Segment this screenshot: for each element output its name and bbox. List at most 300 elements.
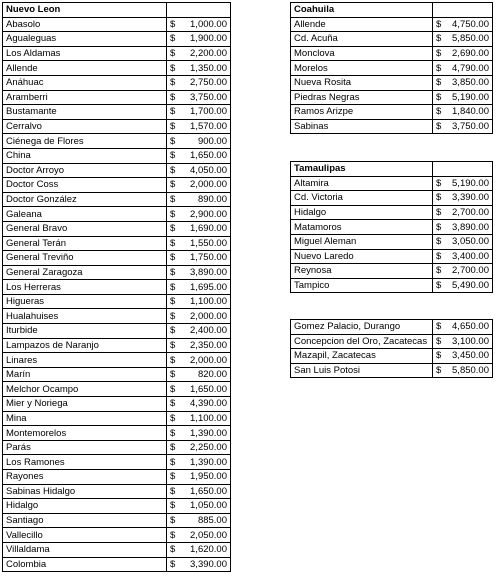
city-name: San Luis Potosi — [291, 363, 433, 378]
currency-symbol: $ — [170, 33, 176, 45]
city-name: Higueras — [3, 294, 167, 309]
price-value: 3,050.00 — [452, 236, 489, 248]
table-row — [291, 90, 493, 105]
city-name: Matamoros — [291, 220, 433, 235]
price-value: 5,190.00 — [452, 177, 489, 189]
currency-symbol: $ — [436, 321, 442, 333]
table-row — [3, 148, 231, 163]
currency-symbol: $ — [170, 383, 176, 395]
price-cell — [167, 426, 231, 441]
city-name: Iturbide — [3, 324, 167, 339]
city-name: Morelos — [291, 61, 433, 76]
price-value: 1,700.00 — [190, 106, 227, 118]
price-value: 4,390.00 — [190, 398, 227, 410]
price-cell — [433, 105, 493, 120]
table-row — [3, 207, 231, 222]
price-value: 3,400.00 — [452, 250, 489, 262]
table-header-row — [291, 3, 493, 18]
price-cell — [433, 32, 493, 47]
price-value: 1,390.00 — [190, 456, 227, 468]
table-row — [291, 264, 493, 279]
price-value: 2,050.00 — [190, 529, 227, 541]
currency-symbol: $ — [170, 485, 176, 497]
price-cell — [433, 119, 493, 134]
city-name: Hidalgo — [291, 205, 433, 220]
price-cell — [167, 17, 231, 32]
currency-symbol: $ — [170, 515, 176, 527]
currency-symbol: $ — [170, 296, 176, 308]
price-cell — [167, 178, 231, 193]
table-row — [3, 236, 231, 251]
price-cell — [167, 192, 231, 207]
currency-symbol: $ — [170, 150, 176, 162]
price-value: 3,390.00 — [190, 558, 227, 570]
price-cell — [167, 513, 231, 528]
section-title: Tamaulipas — [291, 162, 433, 177]
city-name: Aramberri — [3, 90, 167, 105]
price-cell — [433, 278, 493, 293]
price-value: 3,100.00 — [452, 335, 489, 347]
price-value: 1,750.00 — [190, 252, 227, 264]
currency-symbol: $ — [436, 77, 442, 89]
price-cell — [167, 484, 231, 499]
currency-symbol: $ — [436, 250, 442, 262]
price-value: 1,050.00 — [190, 500, 227, 512]
price-cell — [167, 542, 231, 557]
currency-symbol: $ — [436, 335, 442, 347]
price-value: 3,850.00 — [452, 77, 489, 89]
currency-symbol: $ — [170, 223, 176, 235]
currency-symbol: $ — [170, 412, 176, 424]
currency-symbol: $ — [170, 398, 176, 410]
currency-symbol: $ — [436, 265, 442, 277]
city-name: Villaldama — [3, 542, 167, 557]
price-value: 5,190.00 — [452, 91, 489, 103]
currency-symbol: $ — [436, 91, 442, 103]
price-cell — [167, 499, 231, 514]
city-name: Nuevo Laredo — [291, 249, 433, 264]
table-row — [3, 367, 231, 382]
table-row — [3, 499, 231, 514]
price-value: 1,840.00 — [452, 106, 489, 118]
table-row — [3, 280, 231, 295]
city-name: Gomez Palacio, Durango — [291, 320, 433, 335]
city-name: Cd. Acuña — [291, 32, 433, 47]
price-value: 1,350.00 — [190, 62, 227, 74]
price-cell — [167, 134, 231, 149]
price-value: 1,690.00 — [190, 223, 227, 235]
price-cell — [167, 90, 231, 105]
price-value: 1,570.00 — [190, 121, 227, 133]
price-cell — [433, 176, 493, 191]
table-row — [3, 557, 231, 572]
price-cell — [433, 17, 493, 32]
currency-symbol: $ — [170, 310, 176, 322]
currency-symbol: $ — [170, 252, 176, 264]
table-row — [3, 382, 231, 397]
currency-symbol: $ — [170, 179, 176, 191]
table-row — [291, 363, 493, 378]
table-row — [291, 17, 493, 32]
price-value: 885.00 — [197, 515, 227, 527]
currency-symbol: $ — [170, 354, 176, 366]
city-name: Linares — [3, 353, 167, 368]
price-value: 2,000.00 — [190, 310, 227, 322]
header-blank-cell — [433, 162, 493, 177]
price-value: 900.00 — [197, 135, 227, 147]
table-row — [291, 278, 493, 293]
table-row — [291, 249, 493, 264]
city-name: Mina — [3, 411, 167, 426]
price-value: 3,890.00 — [452, 221, 489, 233]
price-cell — [167, 353, 231, 368]
table-row — [3, 513, 231, 528]
table-row — [3, 46, 231, 61]
currency-symbol: $ — [436, 33, 442, 45]
price-cell — [433, 75, 493, 90]
currency-symbol: $ — [436, 221, 442, 233]
price-value: 1,900.00 — [190, 33, 227, 45]
currency-symbol: $ — [170, 339, 176, 351]
nuevo-leon-table — [2, 2, 231, 572]
header-blank-cell — [433, 3, 493, 18]
price-cell — [167, 148, 231, 163]
table-row — [3, 542, 231, 557]
currency-symbol: $ — [436, 106, 442, 118]
currency-symbol: $ — [170, 266, 176, 278]
table-row — [3, 484, 231, 499]
table-row — [291, 105, 493, 120]
price-value: 4,050.00 — [190, 164, 227, 176]
table-row — [3, 221, 231, 236]
price-value: 2,750.00 — [190, 77, 227, 89]
table-row — [3, 470, 231, 485]
city-name: Melchor Ocampo — [3, 382, 167, 397]
price-cell — [167, 207, 231, 222]
tamaulipas-table — [290, 161, 493, 293]
city-name: Mier y Noriega — [3, 397, 167, 412]
table-row — [3, 353, 231, 368]
currency-symbol: $ — [170, 369, 176, 381]
price-cell — [167, 397, 231, 412]
city-name: Lampazos de Naranjo — [3, 338, 167, 353]
price-cell — [167, 309, 231, 324]
city-name: Bustamante — [3, 105, 167, 120]
price-value: 1,100.00 — [190, 412, 227, 424]
currency-symbol: $ — [170, 500, 176, 512]
currency-symbol: $ — [436, 48, 442, 60]
city-name: Sabinas — [291, 119, 433, 134]
city-name: General Terán — [3, 236, 167, 251]
table-row — [3, 32, 231, 47]
currency-symbol: $ — [170, 121, 176, 133]
table-row — [3, 324, 231, 339]
table-row — [3, 455, 231, 470]
table-row — [291, 61, 493, 76]
price-value: 2,700.00 — [452, 265, 489, 277]
table-row — [291, 320, 493, 335]
city-name: Montemorelos — [3, 426, 167, 441]
currency-symbol: $ — [170, 135, 176, 147]
price-cell — [167, 455, 231, 470]
section-title: Nuevo Leon — [3, 3, 167, 18]
price-cell — [167, 294, 231, 309]
currency-symbol: $ — [436, 280, 442, 292]
price-cell — [167, 324, 231, 339]
price-cell — [167, 557, 231, 572]
table-row — [291, 46, 493, 61]
price-cell — [433, 264, 493, 279]
price-value: 3,390.00 — [452, 192, 489, 204]
table-row — [291, 176, 493, 191]
currency-symbol: $ — [170, 558, 176, 570]
table-row — [3, 309, 231, 324]
city-name: Marín — [3, 367, 167, 382]
table-row — [291, 220, 493, 235]
price-value: 1,100.00 — [190, 296, 227, 308]
city-name: Cerralvo — [3, 119, 167, 134]
price-value: 2,000.00 — [190, 354, 227, 366]
currency-symbol: $ — [436, 177, 442, 189]
price-cell — [167, 61, 231, 76]
table-row — [3, 17, 231, 32]
table-row — [3, 426, 231, 441]
price-cell — [433, 249, 493, 264]
table-row — [3, 90, 231, 105]
currency-symbol: $ — [170, 442, 176, 454]
table-header-row — [291, 162, 493, 177]
section-title: Coahuila — [291, 3, 433, 18]
city-name: Galeana — [3, 207, 167, 222]
city-name: Allende — [291, 17, 433, 32]
city-name: Altamira — [291, 176, 433, 191]
table-row — [3, 163, 231, 178]
table-row — [3, 105, 231, 120]
city-name: Anáhuac — [3, 75, 167, 90]
city-name: Los Herreras — [3, 280, 167, 295]
table-row — [3, 178, 231, 193]
currency-symbol: $ — [436, 365, 442, 377]
currency-symbol: $ — [170, 208, 176, 220]
table-row — [3, 75, 231, 90]
price-value: 2,400.00 — [190, 325, 227, 337]
header-blank-cell — [167, 3, 231, 18]
city-name: Allende — [3, 61, 167, 76]
city-name: General Treviño — [3, 251, 167, 266]
currency-symbol: $ — [170, 194, 176, 206]
price-value: 2,250.00 — [190, 442, 227, 454]
table-row — [291, 334, 493, 349]
price-value: 2,350.00 — [190, 339, 227, 351]
currency-symbol: $ — [170, 48, 176, 60]
city-name: Concepcion del Oro, Zacatecas — [291, 334, 433, 349]
table-row — [3, 440, 231, 455]
currency-symbol: $ — [436, 207, 442, 219]
price-cell — [433, 220, 493, 235]
city-name: Tampico — [291, 278, 433, 293]
price-value: 1,695.00 — [190, 281, 227, 293]
other-cities-table — [290, 319, 493, 378]
table-row — [3, 251, 231, 266]
price-cell — [167, 251, 231, 266]
price-value: 1,950.00 — [190, 471, 227, 483]
table-row — [3, 192, 231, 207]
price-value: 4,750.00 — [452, 18, 489, 30]
price-value: 5,850.00 — [452, 365, 489, 377]
city-name: Rayones — [3, 470, 167, 485]
price-cell — [433, 61, 493, 76]
price-cell — [167, 470, 231, 485]
currency-symbol: $ — [436, 62, 442, 74]
city-name: Ramos Arizpe — [291, 105, 433, 120]
city-name: Doctor Arroyo — [3, 163, 167, 178]
price-value: 3,890.00 — [190, 266, 227, 278]
city-name: Piedras Negras — [291, 90, 433, 105]
city-name: Nueva Rosita — [291, 75, 433, 90]
table-row — [291, 32, 493, 47]
currency-symbol: $ — [170, 18, 176, 30]
price-value: 3,450.00 — [452, 350, 489, 362]
city-name: Miguel Aleman — [291, 234, 433, 249]
city-name: Hualahuises — [3, 309, 167, 324]
price-value: 2,200.00 — [190, 48, 227, 60]
table-row — [3, 411, 231, 426]
price-cell — [167, 236, 231, 251]
city-name: Doctor Coss — [3, 178, 167, 193]
city-name: Los Ramones — [3, 455, 167, 470]
price-cell — [167, 75, 231, 90]
city-name: Vallecillo — [3, 528, 167, 543]
table-row — [3, 265, 231, 280]
currency-symbol: $ — [170, 106, 176, 118]
price-value: 1,000.00 — [190, 18, 227, 30]
price-cell — [433, 349, 493, 364]
city-name: Ciénega de Flores — [3, 134, 167, 149]
table-row — [291, 205, 493, 220]
price-value: 2,690.00 — [452, 48, 489, 60]
price-value: 4,790.00 — [452, 62, 489, 74]
currency-symbol: $ — [436, 236, 442, 248]
city-name: General Zaragoza — [3, 265, 167, 280]
price-value: 1,650.00 — [190, 383, 227, 395]
table-row — [291, 234, 493, 249]
table-row — [3, 397, 231, 412]
table-row — [3, 61, 231, 76]
city-name: General Bravo — [3, 221, 167, 236]
price-cell — [167, 338, 231, 353]
price-cell — [433, 46, 493, 61]
currency-symbol: $ — [170, 164, 176, 176]
city-name: Colombia — [3, 557, 167, 572]
price-value: 890.00 — [197, 194, 227, 206]
table-row — [3, 119, 231, 134]
price-value: 1,550.00 — [190, 237, 227, 249]
price-value: 1,650.00 — [190, 485, 227, 497]
currency-symbol: $ — [170, 91, 176, 103]
price-cell — [167, 105, 231, 120]
currency-symbol: $ — [170, 529, 176, 541]
table-row — [291, 75, 493, 90]
city-name: Sabinas Hidalgo — [3, 484, 167, 499]
price-cell — [167, 280, 231, 295]
price-cell — [167, 382, 231, 397]
price-cell — [167, 119, 231, 134]
price-cell — [167, 528, 231, 543]
price-cell — [433, 334, 493, 349]
price-cell — [167, 46, 231, 61]
price-value: 4,650.00 — [452, 321, 489, 333]
currency-symbol: $ — [170, 544, 176, 556]
city-name: China — [3, 148, 167, 163]
price-cell — [433, 205, 493, 220]
currency-symbol: $ — [170, 77, 176, 89]
coahuila-table — [290, 2, 493, 134]
price-value: 1,390.00 — [190, 427, 227, 439]
table-row — [3, 294, 231, 309]
price-value: 3,750.00 — [452, 121, 489, 133]
currency-symbol: $ — [436, 18, 442, 30]
currency-symbol: $ — [170, 471, 176, 483]
table-row — [291, 119, 493, 134]
currency-symbol: $ — [170, 456, 176, 468]
city-name: Parás — [3, 440, 167, 455]
currency-symbol: $ — [436, 192, 442, 204]
price-cell — [167, 440, 231, 455]
table-row — [3, 338, 231, 353]
price-cell — [167, 221, 231, 236]
city-name: Hidalgo — [3, 499, 167, 514]
price-cell — [167, 411, 231, 426]
price-value: 2,900.00 — [190, 208, 227, 220]
currency-symbol: $ — [170, 62, 176, 74]
city-name: Santiago — [3, 513, 167, 528]
price-cell — [167, 265, 231, 280]
price-cell — [167, 163, 231, 178]
price-cell — [433, 363, 493, 378]
city-name: Monclova — [291, 46, 433, 61]
city-name: Cd. Victoria — [291, 191, 433, 206]
price-cell — [433, 320, 493, 335]
currency-symbol: $ — [170, 281, 176, 293]
price-cell — [167, 32, 231, 47]
price-value: 5,850.00 — [452, 33, 489, 45]
table-row — [291, 191, 493, 206]
table-row — [3, 528, 231, 543]
currency-symbol: $ — [436, 350, 442, 362]
city-name: Agualeguas — [3, 32, 167, 47]
price-value: 2,000.00 — [190, 179, 227, 191]
city-name: Mazapil, Zacatecas — [291, 349, 433, 364]
table-row — [3, 134, 231, 149]
city-name: Reynosa — [291, 264, 433, 279]
price-value: 5,490.00 — [452, 280, 489, 292]
currency-symbol: $ — [170, 427, 176, 439]
currency-symbol: $ — [170, 325, 176, 337]
currency-symbol: $ — [170, 237, 176, 249]
price-value: 820.00 — [197, 369, 227, 381]
city-name: Abasolo — [3, 17, 167, 32]
price-value: 1,650.00 — [190, 150, 227, 162]
price-cell — [433, 191, 493, 206]
currency-symbol: $ — [436, 121, 442, 133]
city-name: Los Aldamas — [3, 46, 167, 61]
price-value: 1,620.00 — [190, 544, 227, 556]
table-row — [291, 349, 493, 364]
price-cell — [433, 90, 493, 105]
price-cell — [167, 367, 231, 382]
price-cell — [433, 234, 493, 249]
table-header-row — [3, 3, 231, 18]
